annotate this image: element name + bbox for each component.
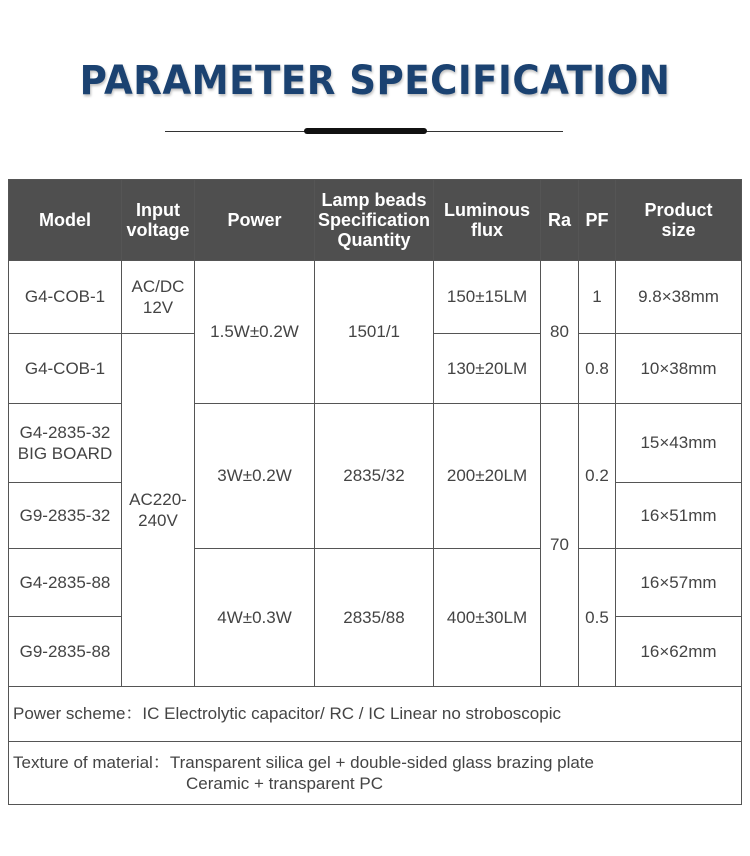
product-size-cell: 10×38mm — [616, 334, 742, 404]
parameter-table — [8, 179, 742, 805]
table-row — [9, 404, 742, 483]
pf-cell: 0.2 — [579, 404, 616, 549]
header-ra: Ra — [541, 180, 579, 261]
page-title: PARAMETER SPECIFICATION — [79, 58, 671, 104]
pf-cell: 1 — [579, 261, 616, 334]
power-cell: 1.5W±0.2W — [195, 261, 315, 404]
product-size-cell: 9.8×38mm — [616, 261, 742, 334]
lamp-beads-cell: 2835/32 — [315, 404, 434, 549]
model-cell: G4-2835-88 — [9, 549, 122, 617]
header-pf: PF — [579, 180, 616, 261]
input-voltage-cell: AC220-240V — [122, 334, 195, 687]
pf-cell: 0.5 — [579, 549, 616, 687]
model-cell: G4-2835-32 BIG BOARD — [9, 404, 122, 483]
title-divider-accent — [304, 128, 427, 134]
table-row — [9, 261, 742, 334]
power-scheme-row — [9, 687, 742, 742]
product-size-cell: 16×51mm — [616, 483, 742, 549]
material-line-1: Texture of material：Transparent silica gel + double-sided glass brazing plate — [13, 752, 594, 772]
luminous-flux-cell: 200±20LM — [434, 404, 541, 549]
model-cell: G9-2835-88 — [9, 617, 122, 687]
table-header-row — [9, 180, 742, 261]
material-note — [9, 742, 742, 805]
model-cell: G4-COB-1 — [9, 261, 122, 334]
luminous-flux-cell: 400±30LM — [434, 549, 541, 687]
power-scheme-note: Power scheme：IC Electrolytic capacitor/ RC / IC Linear no stroboscopic — [9, 687, 742, 742]
header-product-size: Product size — [616, 180, 742, 261]
table-row — [9, 549, 742, 617]
model-cell: G9-2835-32 — [9, 483, 122, 549]
model-cell: G4-COB-1 — [9, 334, 122, 404]
product-size-cell: 16×62mm — [616, 617, 742, 687]
input-voltage-cell: AC/DC 12V — [122, 261, 195, 334]
power-cell: 3W±0.2W — [195, 404, 315, 549]
luminous-flux-cell: 130±20LM — [434, 334, 541, 404]
header-power: Power — [195, 180, 315, 261]
lamp-beads-cell: 1501/1 — [315, 261, 434, 404]
ra-cell: 70 — [541, 404, 579, 687]
product-size-cell: 16×57mm — [616, 549, 742, 617]
product-size-cell: 15×43mm — [616, 404, 742, 483]
header-luminous-flux: Luminous flux — [434, 180, 541, 261]
header-input-voltage: Input voltage — [122, 180, 195, 261]
material-line-2: Ceramic + transparent PC — [186, 774, 383, 793]
lamp-beads-cell: 2835/88 — [315, 549, 434, 687]
header-model: Model — [9, 180, 122, 261]
ra-cell: 80 — [541, 261, 579, 404]
pf-cell: 0.8 — [579, 334, 616, 404]
luminous-flux-cell: 150±15LM — [434, 261, 541, 334]
power-cell: 4W±0.3W — [195, 549, 315, 687]
header-lamp-beads: Lamp beads Specification Quantity — [315, 180, 434, 261]
material-row — [9, 742, 742, 805]
